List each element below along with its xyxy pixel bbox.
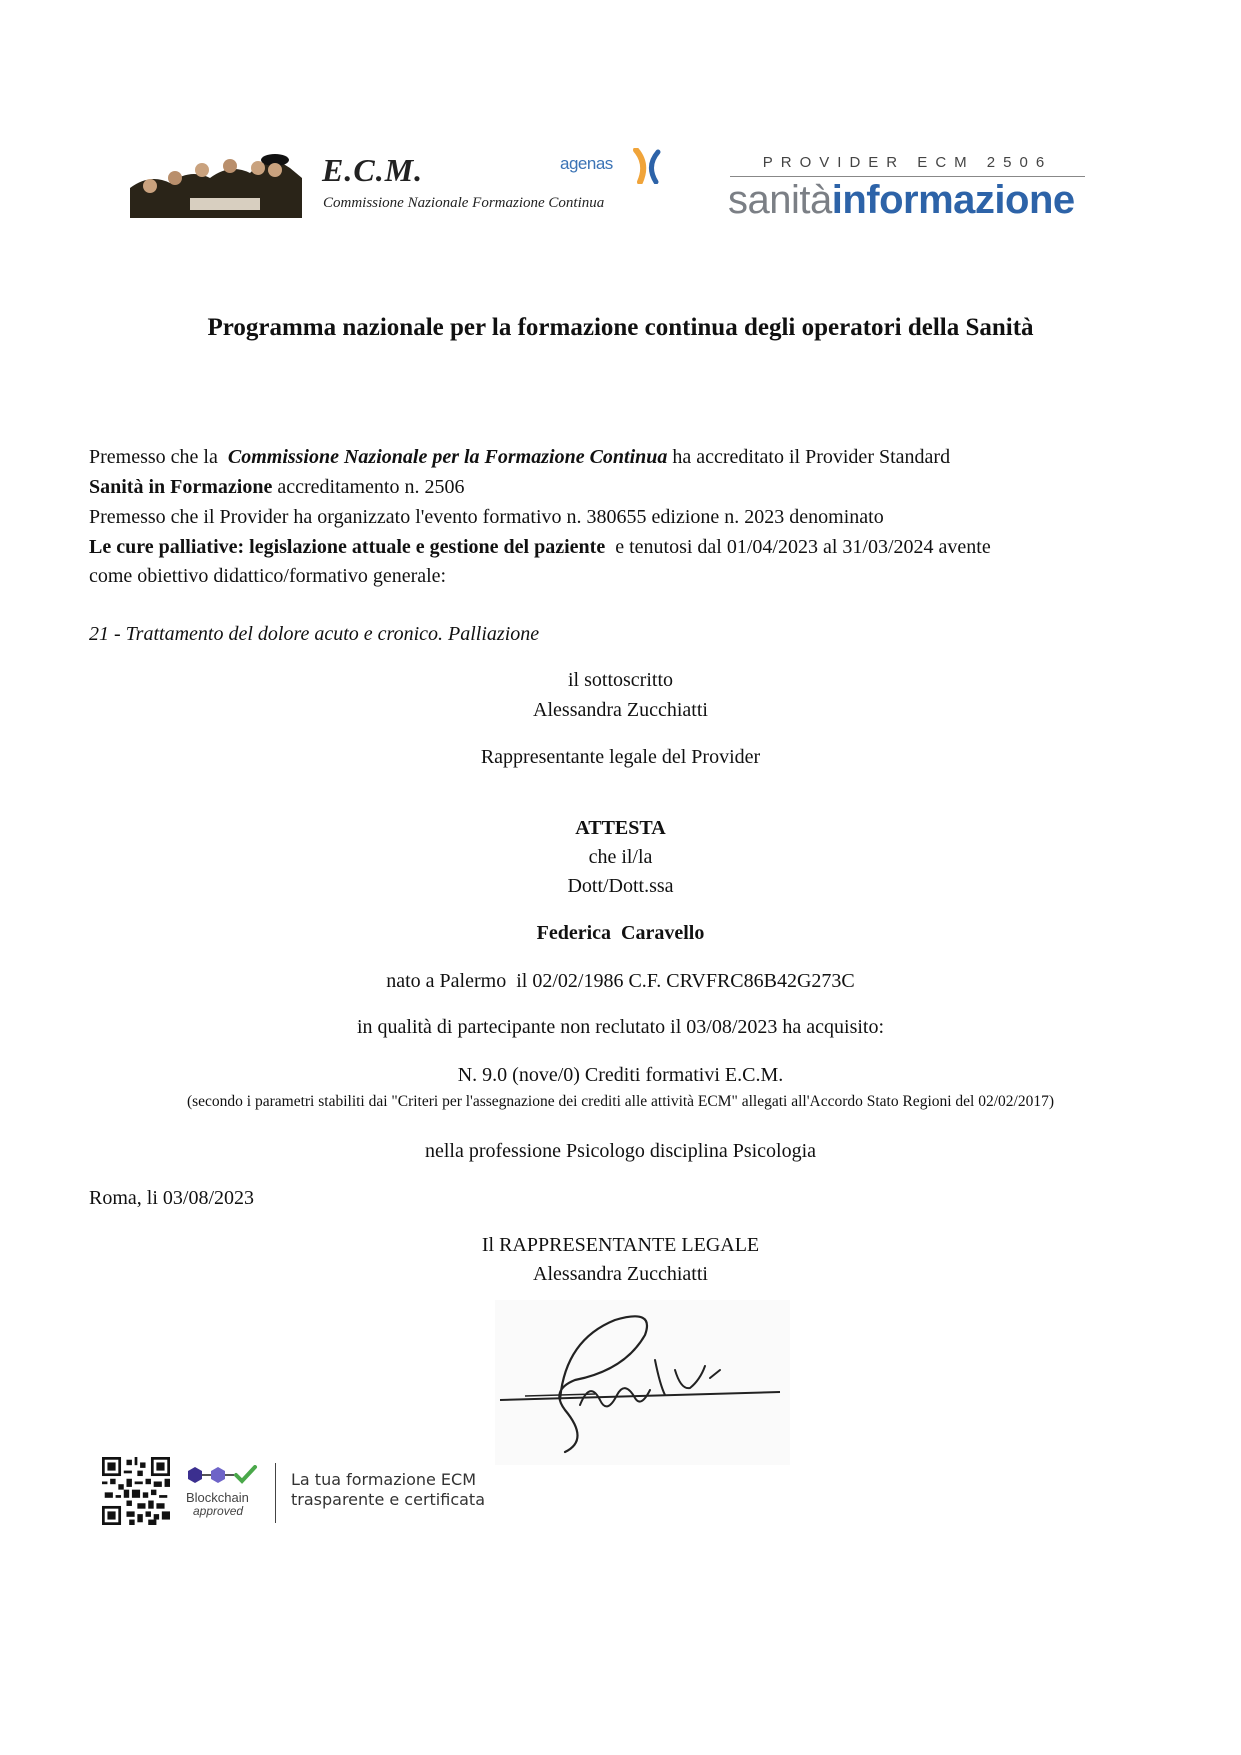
blockchain-label: Blockchain [186, 1490, 249, 1505]
event-dates: e tenutosi dal 01/04/2023 al 31/03/2024 avente [615, 536, 991, 558]
participant-name: Federica Caravello [536, 922, 705, 944]
premise-1a: Premesso che la [89, 446, 218, 468]
participant-birth: nato a Palermo il 02/02/1986 C.F. CRVFRC86B42G273C [386, 970, 855, 992]
ecm-subtitle: Commissione Nazionale Formazione Continua [323, 195, 605, 211]
participant-quality: in qualità di partecipante non reclutato il 03/08/2023 ha acquisito: [356, 1016, 885, 1038]
premise-line-4 [89, 532, 991, 562]
objective: 21 - Trattamento del dolore acuto e cronico. Palliazione [89, 623, 540, 645]
premise-line-5: come obiettivo didattico/formativo generale: [89, 565, 447, 587]
footer-tagline-2: trasparente e certificata [291, 1490, 485, 1509]
brand-light: sanità [728, 178, 832, 222]
attest-line-2: Dott/Dott.ssa [567, 875, 674, 897]
blockchain-chain-icon [187, 1465, 259, 1487]
legal-rep-name: Alessandra Zucchiatti [533, 1263, 708, 1285]
agenas-mark-icon [632, 148, 662, 184]
legal-rep-title: Il RAPPRESENTANTE LEGALE [481, 1234, 760, 1256]
agenas-logo [560, 148, 670, 188]
agenas-wordmark: agenas [560, 154, 613, 173]
ecm-painting-logo [130, 148, 302, 218]
qr-code-icon[interactable] [102, 1457, 170, 1525]
commission-name: Commissione Nazionale per la Formazione Continua [227, 446, 668, 468]
attest-line-1: che il/la [588, 846, 653, 868]
event-title: Le cure palliative: legislazione attuale e gestione del paziente [89, 536, 606, 558]
premise-line-1 [89, 442, 950, 472]
provider-divider [730, 176, 1085, 177]
signatory-name: Alessandra Zucchiatti [533, 699, 708, 721]
brand-bold: informazione [831, 178, 1075, 222]
page-title: Programma nazionale per la formazione continua degli operatori della Sanità [207, 314, 1034, 341]
provider-label: PROVIDER ECM 2506 [762, 154, 1053, 171]
ecm-title: E.C.M. [322, 152, 424, 188]
credits: N. 9.0 (nove/0) Crediti formativi E.C.M. [457, 1064, 784, 1086]
provider-name: Sanità in Formazione [89, 476, 273, 498]
footer-divider [275, 1463, 276, 1523]
credits-note: (secondo i parametri stabiliti dai "Criteri per l'assegnazione dei crediti alle attività ECM" allegati all'Accordo Stato Regioni del 02/02/2017) [186, 1093, 1055, 1110]
accreditation: accreditamento n. 2506 [277, 476, 465, 498]
place-date: Roma, li 03/08/2023 [89, 1187, 254, 1209]
profession: nella professione Psicologo disciplina Psicologia [424, 1140, 817, 1162]
signatory-role: Rappresentante legale del Provider [480, 746, 761, 768]
approved-label: approved [193, 1504, 244, 1518]
premise-line-2 [89, 472, 465, 502]
footer-tagline-1: La tua formazione ECM [291, 1470, 477, 1489]
premise-1b: ha accreditato il Provider Standard [672, 446, 951, 468]
premise-line-3: Premesso che il Provider ha organizzato l'evento formativo n. 380655 edizione n. 2023 denominato [89, 506, 884, 528]
signatory-intro: il sottoscritto [568, 669, 673, 691]
handwritten-signature [495, 1300, 790, 1465]
sanitainformazione-logo [728, 178, 1075, 223]
attest-title: ATTESTA [575, 817, 666, 839]
